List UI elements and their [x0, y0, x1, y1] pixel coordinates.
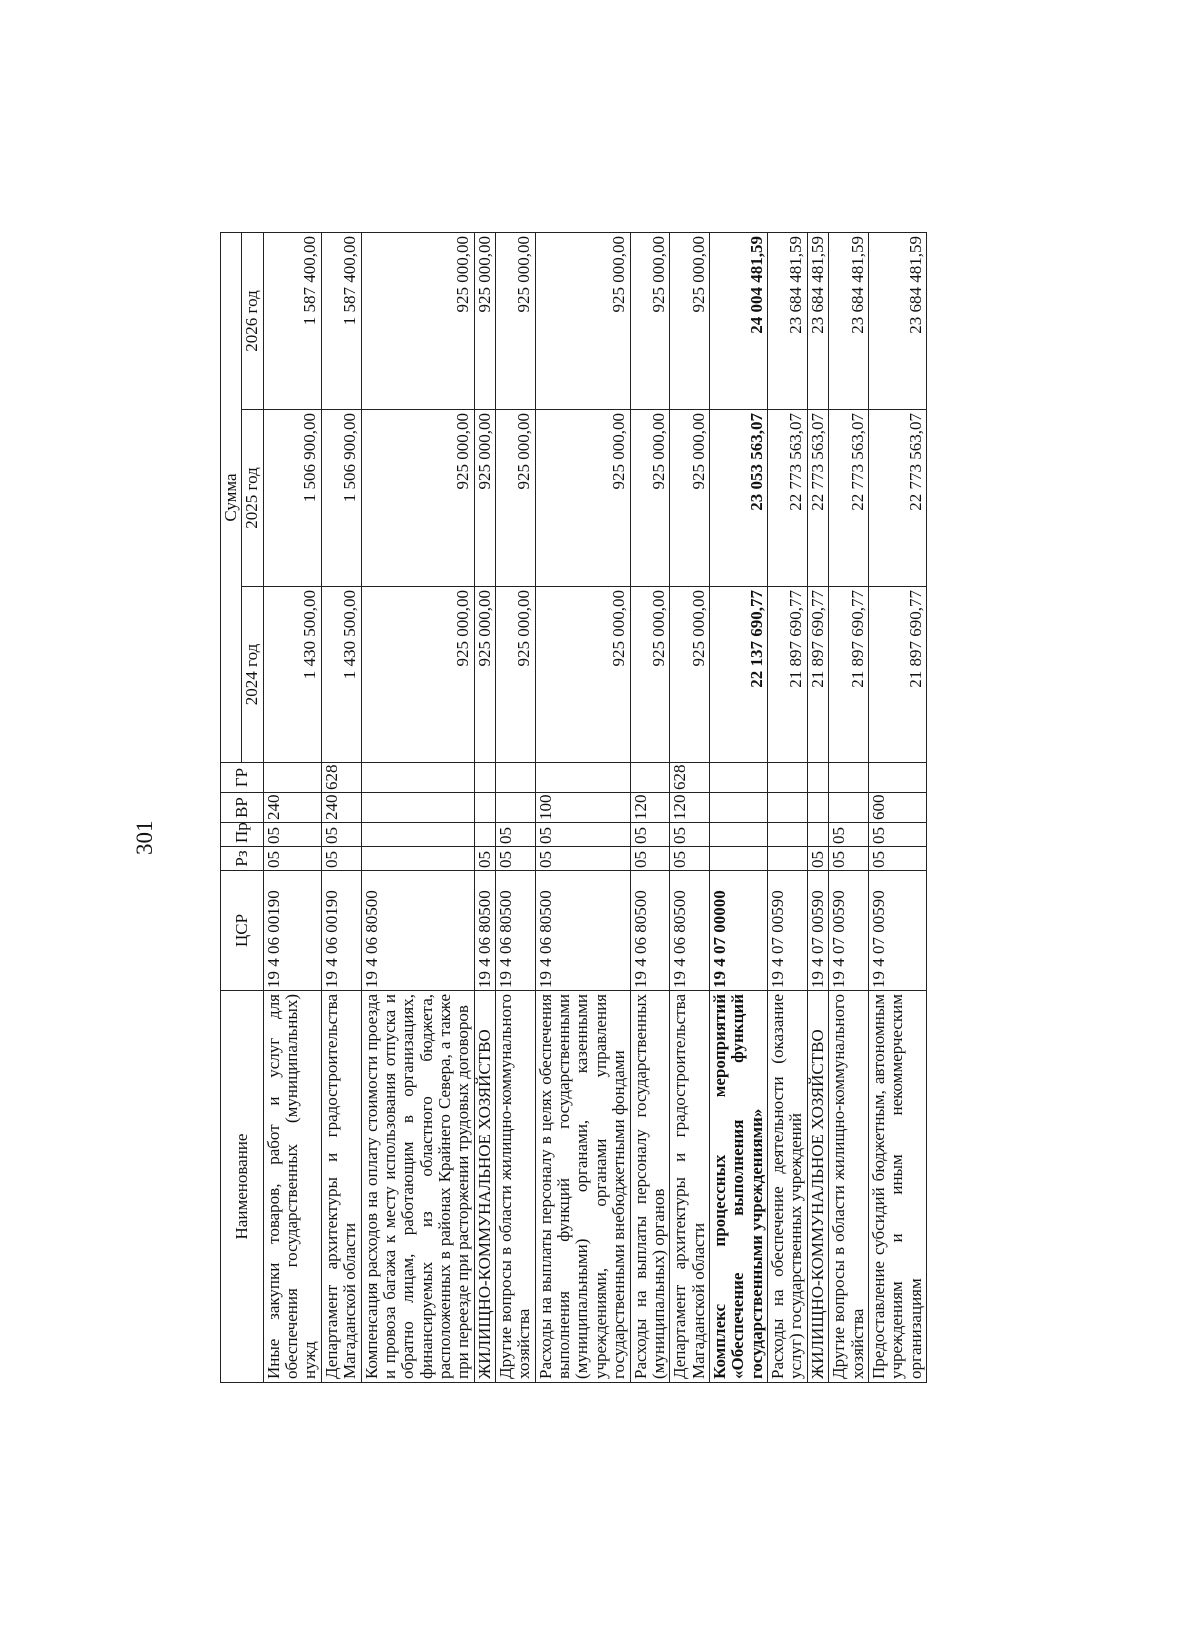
cell-gr: 628	[321, 763, 361, 793]
table-row	[535, 232, 630, 1382]
cell-2024: 21 897 690,77	[768, 587, 808, 763]
cell-pr: 05	[670, 823, 710, 847]
cell-2025: 22 773 563,07	[829, 410, 869, 587]
cell-csr: 19 4 07 00590	[868, 871, 926, 991]
table-row	[709, 232, 767, 1382]
cell-vr	[496, 793, 536, 823]
cell-pr	[807, 823, 828, 847]
header-row-1	[221, 232, 242, 1382]
table-row	[868, 232, 926, 1382]
cell-2024: 925 000,00	[361, 587, 474, 763]
cell-vr: 120	[630, 793, 670, 823]
cell-vr	[829, 793, 869, 823]
cell-pr: 05	[263, 823, 321, 847]
table-row	[670, 232, 710, 1382]
cell-rz: 05	[868, 847, 926, 871]
table-row	[630, 232, 670, 1382]
cell-csr: 19 4 07 00590	[807, 871, 828, 991]
header-2024: 2024 год	[242, 587, 263, 763]
table-row	[361, 232, 474, 1382]
cell-csr: 19 4 07 00590	[829, 871, 869, 991]
cell-2024: 925 000,00	[496, 587, 536, 763]
header-2025: 2025 год	[242, 410, 263, 587]
cell-pr: 05	[496, 823, 536, 847]
header-name: Наименование	[221, 991, 264, 1383]
cell-csr: 19 4 06 00190	[321, 871, 361, 991]
cell-2025: 925 000,00	[474, 410, 495, 587]
cell-csr: 19 4 06 80500	[474, 871, 495, 991]
cell-pr: 05	[829, 823, 869, 847]
cell-rz	[361, 847, 474, 871]
cell-2024: 21 897 690,77	[829, 587, 869, 763]
cell-2025: 22 773 563,07	[807, 410, 828, 587]
cell-pr: 05	[535, 823, 630, 847]
cell-pr: 05	[868, 823, 926, 847]
cell-name: Департамент архитектуры и градостроительства Магаданской области	[670, 991, 710, 1383]
cell-pr: 05	[630, 823, 670, 847]
cell-2025: 1 506 900,00	[263, 410, 321, 587]
cell-name: Комплекс процессных мероприятий «Обеспечение выполнения функций государственными учреждениями»	[709, 991, 767, 1383]
cell-2025: 925 000,00	[361, 410, 474, 587]
cell-2024: 21 897 690,77	[868, 587, 926, 763]
cell-csr: 19 4 06 80500	[630, 871, 670, 991]
cell-2024: 21 897 690,77	[807, 587, 828, 763]
cell-2025: 925 000,00	[670, 410, 710, 587]
header-pr: Пр	[221, 823, 264, 847]
table-row	[768, 232, 808, 1382]
cell-gr	[474, 763, 495, 793]
cell-gr	[535, 763, 630, 793]
cell-rz: 05	[535, 847, 630, 871]
cell-2025: 925 000,00	[496, 410, 536, 587]
cell-name: Расходы на обеспечение деятельности (оказание услуг) государственных учреждений	[768, 991, 808, 1383]
cell-2026: 925 000,00	[535, 232, 630, 409]
page-number: 301	[132, 820, 157, 855]
cell-2026: 1 587 400,00	[321, 232, 361, 409]
cell-pr	[361, 823, 474, 847]
cell-2025: 925 000,00	[535, 410, 630, 587]
table-row	[474, 232, 495, 1382]
header-csr: ЦСР	[221, 871, 264, 991]
cell-gr	[496, 763, 536, 793]
cell-rz: 05	[807, 847, 828, 871]
cell-2024: 925 000,00	[535, 587, 630, 763]
table-row	[263, 232, 321, 1382]
cell-name: Расходы на выплаты персоналу в целях обеспечения выполнения функций государственными (муниципальными) органами, казенными учреждениями, органами управления государственными внебюджетными фондами	[535, 991, 630, 1383]
cell-vr	[709, 793, 767, 823]
cell-csr: 19 4 06 00190	[263, 871, 321, 991]
cell-gr	[630, 763, 670, 793]
cell-2024: 925 000,00	[630, 587, 670, 763]
cell-2024: 1 430 500,00	[263, 587, 321, 763]
cell-vr: 120	[670, 793, 710, 823]
cell-gr	[263, 763, 321, 793]
cell-2026: 23 684 481,59	[829, 232, 869, 409]
header-sum: Сумма	[221, 232, 242, 762]
cell-name: Иные закупки товаров, работ и услуг для обеспечения государственных (муниципальных) нужд	[263, 991, 321, 1383]
cell-name: Другие вопросы в области жилищно-коммунального хозяйства	[829, 991, 869, 1383]
cell-2026: 925 000,00	[474, 232, 495, 409]
cell-vr: 240	[321, 793, 361, 823]
cell-gr	[829, 763, 869, 793]
cell-2024: 1 430 500,00	[321, 587, 361, 763]
cell-vr	[361, 793, 474, 823]
cell-name: Департамент архитектуры и градостроительства Магаданской области	[321, 991, 361, 1383]
cell-rz: 05	[670, 847, 710, 871]
cell-2025: 925 000,00	[630, 410, 670, 587]
cell-pr	[709, 823, 767, 847]
cell-gr	[868, 763, 926, 793]
table-body	[263, 232, 926, 1382]
budget-table	[220, 232, 927, 1383]
cell-vr: 600	[868, 793, 926, 823]
header-gr: ГР	[221, 763, 264, 793]
cell-2026: 925 000,00	[670, 232, 710, 409]
cell-vr	[768, 793, 808, 823]
cell-name: Другие вопросы в области жилищно-коммунального хозяйства	[496, 991, 536, 1383]
cell-2026: 23 684 481,59	[807, 232, 828, 409]
cell-2025: 22 773 563,07	[868, 410, 926, 587]
cell-pr: 05	[321, 823, 361, 847]
header-rz: Рз	[221, 847, 264, 871]
cell-2026: 1 587 400,00	[263, 232, 321, 409]
cell-name: Предоставление субсидий бюджетным, автономным учреждениям и иным некоммерческим организациям	[868, 991, 926, 1383]
cell-2024: 925 000,00	[670, 587, 710, 763]
cell-rz	[709, 847, 767, 871]
cell-rz: 05	[829, 847, 869, 871]
cell-pr	[768, 823, 808, 847]
cell-2025: 23 053 563,07	[709, 410, 767, 587]
cell-2025: 1 506 900,00	[321, 410, 361, 587]
cell-csr: 19 4 06 80500	[670, 871, 710, 991]
cell-2024: 925 000,00	[474, 587, 495, 763]
cell-2026: 925 000,00	[630, 232, 670, 409]
cell-2026: 23 684 481,59	[868, 232, 926, 409]
cell-2026: 925 000,00	[496, 232, 536, 409]
table-row	[807, 232, 828, 1382]
cell-vr: 240	[263, 793, 321, 823]
table-row	[829, 232, 869, 1382]
cell-csr: 19 4 07 00590	[768, 871, 808, 991]
cell-csr: 19 4 06 80500	[496, 871, 536, 991]
cell-vr	[807, 793, 828, 823]
cell-rz: 05	[321, 847, 361, 871]
cell-gr	[361, 763, 474, 793]
cell-csr: 19 4 06 80500	[535, 871, 630, 991]
budget-table-frame	[220, 233, 1065, 1383]
cell-name: ЖИЛИЩНО-КОММУНАЛЬНОЕ ХОЗЯЙСТВО	[474, 991, 495, 1383]
cell-rz: 05	[474, 847, 495, 871]
cell-name: ЖИЛИЩНО-КОММУНАЛЬНОЕ ХОЗЯЙСТВО	[807, 991, 828, 1383]
cell-2026: 24 004 481,59	[709, 232, 767, 409]
cell-rz: 05	[630, 847, 670, 871]
cell-gr	[807, 763, 828, 793]
cell-2025: 22 773 563,07	[768, 410, 808, 587]
cell-vr: 100	[535, 793, 630, 823]
cell-rz	[768, 847, 808, 871]
cell-rz: 05	[496, 847, 536, 871]
cell-rz: 05	[263, 847, 321, 871]
cell-gr: 628	[670, 763, 710, 793]
table-row	[496, 232, 536, 1382]
header-2026: 2026 год	[242, 232, 263, 409]
cell-pr	[474, 823, 495, 847]
cell-name: Компенсация расходов на оплату стоимости проезда и провоза багажа к месту использования отпуска и обратно лицам, работающим в организациях, финансируемых из областного бюджета, расположенных в районах Крайнего Севера, а также при переезде при расторжении трудовых договоров	[361, 991, 474, 1383]
cell-2026: 23 684 481,59	[768, 232, 808, 409]
table-row	[321, 232, 361, 1382]
cell-gr	[768, 763, 808, 793]
cell-name: Расходы на выплаты персоналу государственных (муниципальных) органов	[630, 991, 670, 1383]
cell-2024: 22 137 690,77	[709, 587, 767, 763]
header-vr: ВР	[221, 793, 264, 823]
cell-gr	[709, 763, 767, 793]
cell-csr: 19 4 07 00000	[709, 871, 767, 991]
cell-2026: 925 000,00	[361, 232, 474, 409]
cell-csr: 19 4 06 80500	[361, 871, 474, 991]
cell-vr	[474, 793, 495, 823]
